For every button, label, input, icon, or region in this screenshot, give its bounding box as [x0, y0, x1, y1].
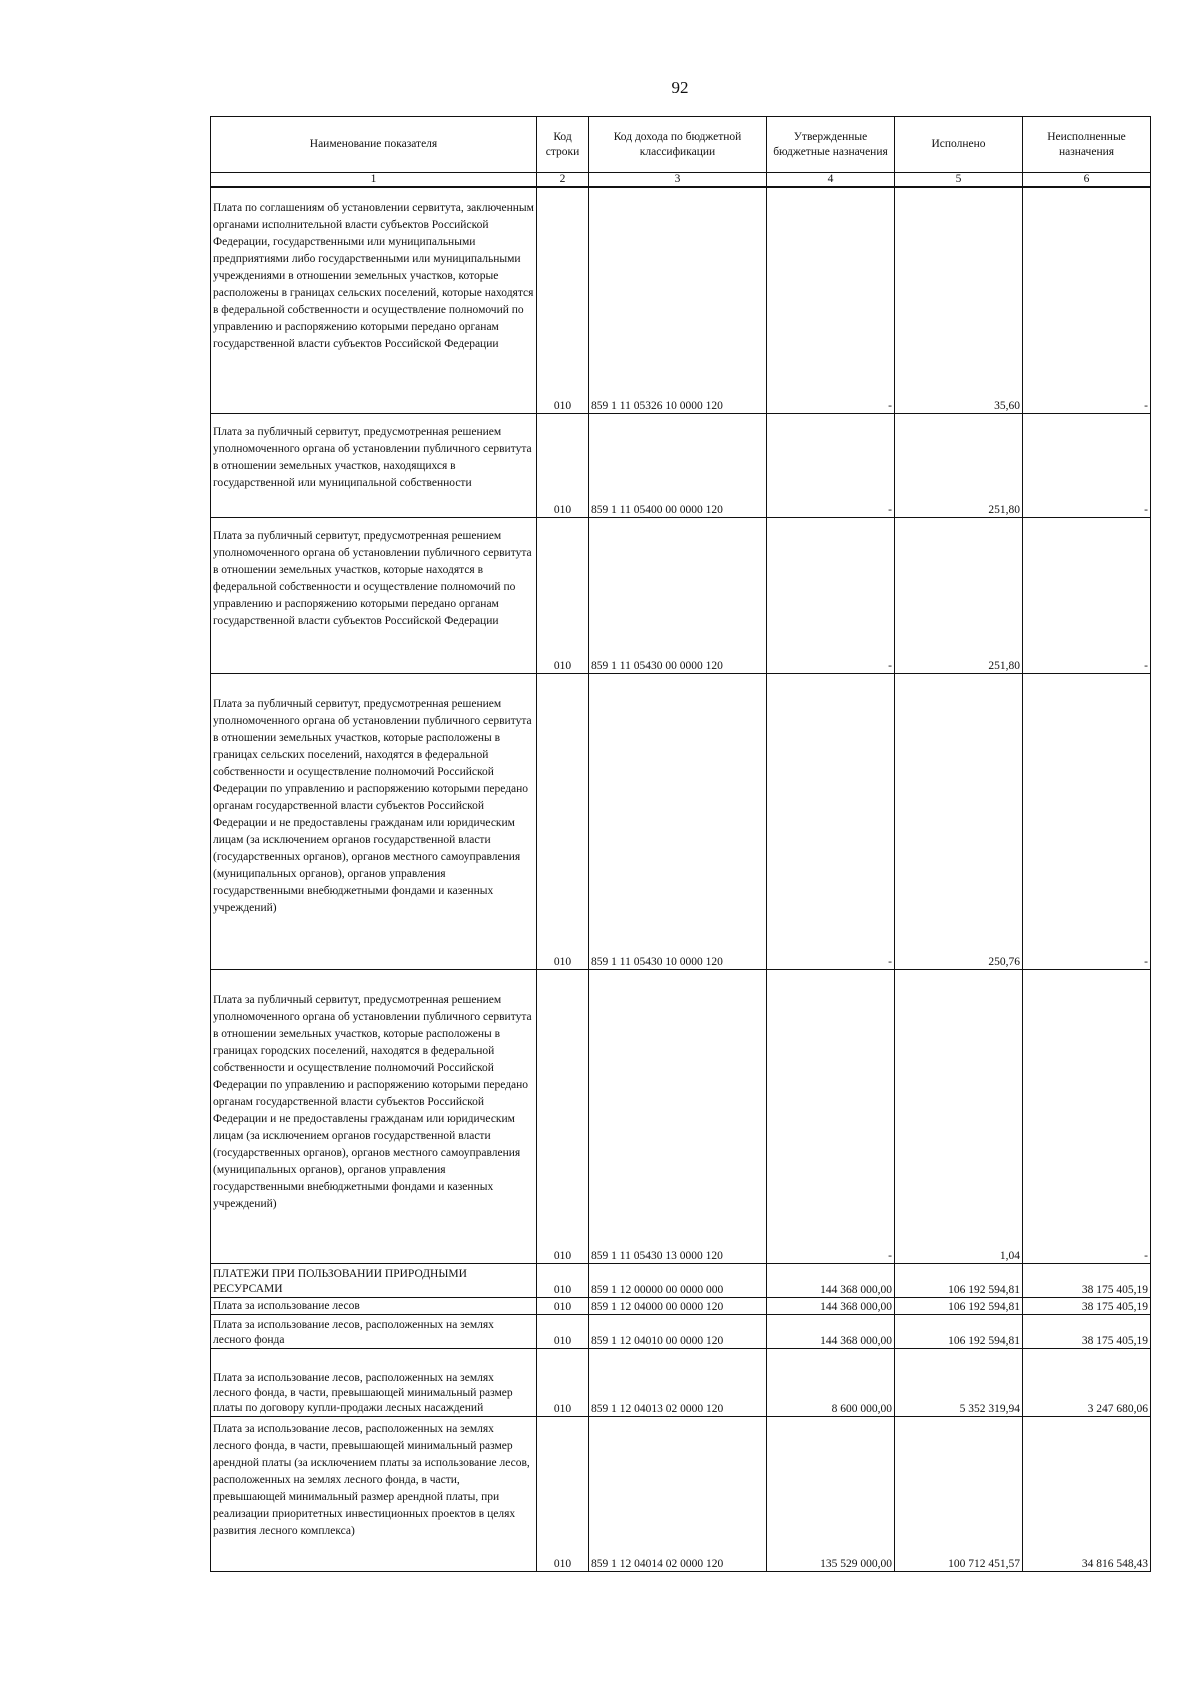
- row-line-code: 010: [537, 517, 589, 673]
- row-name: Плата за публичный сервитут, предусмотренная решением уполномоченного органа об установлении публичного сервитута в отношении земельных участков, которые расположены в границах сельских поселений, находятся в федеральной собственности и осуществление полномочий Российской Федерации по управлению и распоряжению которыми передано органам государственной власти субъектов Российской Федерации и не предоставлены гражданам или юридическим лицам (за исключением органов государственной власти (государственных органов), органов местного самоуправления (муниципальных органов), органов управления государственными внебюджетными фондами и казенных учреждений): [211, 673, 537, 969]
- row-approved: -: [767, 969, 895, 1263]
- row-approved: -: [767, 413, 895, 517]
- row-unexecuted: 38 175 405,19: [1023, 1263, 1151, 1297]
- row-unexecuted: 3 247 680,06: [1023, 1348, 1151, 1416]
- row-name: Плата за публичный сервитут, предусмотренная решением уполномоченного органа об установлении публичного сервитута в отношении земельных участков, которые расположены в границах городских поселений, находятся в федеральной собственности и осуществление полномочий Российской Федерации по управлению и распоряжению которыми передано органам государственной власти субъектов Российской Федерации и не предоставлены гражданам или юридическим лицам (за исключением органов государственной власти (государственных органов), органов местного самоуправления (муниципальных органов), органов управления государственными внебюджетными фондами и казенных учреждений): [211, 969, 537, 1263]
- row-name: Плата за использование лесов, расположенных на землях лесного фонда, в части, превышающей минимальный размер арендной платы (за исключением платы за использование лесов, расположенных на землях лесного фонда, в части, превышающей минимальный размер арендной платы, при реализации приоритетных инвестиционных проектов в целях развития лесного комплекса): [211, 1416, 537, 1571]
- row-income-code: 859 1 11 05400 00 0000 120: [589, 413, 767, 517]
- column-number: 6: [1023, 173, 1151, 188]
- row-approved: 8 600 000,00: [767, 1348, 895, 1416]
- row-line-code: 010: [537, 1297, 589, 1314]
- row-income-code: 859 1 12 04010 00 0000 120: [589, 1314, 767, 1348]
- row-unexecuted: -: [1023, 673, 1151, 969]
- row-unexecuted: 38 175 405,19: [1023, 1314, 1151, 1348]
- row-approved: -: [767, 517, 895, 673]
- row-name: Плата по соглашениям об установлении сервитута, заключенным органами исполнительной власти субъектов Российской Федерации, государственными или муниципальными предприятиями либо государственными или муниципальными учреждениями в отношении земельных участков, которые расположены в границах сельских поселений, которые находятся в федеральной собственности и осуществление полномочий по управлению и распоряжению которыми передано органам государственной власти субъектов Российской Федерации: [211, 187, 537, 413]
- page-number: 92: [671, 78, 689, 97]
- row-line-code: 010: [537, 969, 589, 1263]
- header-approved: Утвержденные бюджетные назначения: [767, 117, 895, 173]
- row-income-code: 859 1 11 05326 10 0000 120: [589, 187, 767, 413]
- row-line-code: 010: [537, 1263, 589, 1297]
- row-executed: 1,04: [895, 969, 1023, 1263]
- row-line-code: 010: [537, 187, 589, 413]
- column-number: 4: [767, 173, 895, 188]
- row-unexecuted: 38 175 405,19: [1023, 1297, 1151, 1314]
- column-number-row: [211, 173, 1151, 188]
- row-income-code: 859 1 12 00000 00 0000 000: [589, 1263, 767, 1297]
- row-line-code: 010: [537, 673, 589, 969]
- row-income-code: 859 1 12 04013 02 0000 120: [589, 1348, 767, 1416]
- table-row: [211, 517, 1151, 673]
- row-name: Плата за публичный сервитут, предусмотренная решением уполномоченного органа об установлении публичного сервитута в отношении земельных участков, которые находятся в федеральной собственности и осуществление полномочий по управлению и распоряжению которыми передано органам государственной власти субъектов Российской Федерации: [211, 517, 537, 673]
- row-name: Плата за использование лесов, расположенных на землях лесного фонда, в части, превышающей минимальный размер платы по договору купли-продажи лесных насаждений: [211, 1348, 537, 1416]
- table-row: [211, 1348, 1151, 1416]
- column-number: 3: [589, 173, 767, 188]
- row-income-code: 859 1 12 04000 00 0000 120: [589, 1297, 767, 1314]
- row-unexecuted: -: [1023, 517, 1151, 673]
- table-row: [211, 187, 1151, 413]
- header-indicator-name: Наименование показателя: [211, 117, 537, 173]
- table-row: [211, 413, 1151, 517]
- row-approved: 144 368 000,00: [767, 1297, 895, 1314]
- header-unexecuted: Неисполненные назначения: [1023, 117, 1151, 173]
- row-line-code: 010: [537, 413, 589, 517]
- row-income-code: 859 1 11 05430 00 0000 120: [589, 517, 767, 673]
- row-executed: 106 192 594,81: [895, 1314, 1023, 1348]
- row-income-code: 859 1 11 05430 13 0000 120: [589, 969, 767, 1263]
- row-approved: 144 368 000,00: [767, 1263, 895, 1297]
- row-income-code: 859 1 11 05430 10 0000 120: [589, 673, 767, 969]
- table-row: [211, 673, 1151, 969]
- row-approved: 135 529 000,00: [767, 1416, 895, 1571]
- table-row: [211, 1263, 1151, 1297]
- row-income-code: 859 1 12 04014 02 0000 120: [589, 1416, 767, 1571]
- header-income-code: Код дохода по бюджетной классификации: [589, 117, 767, 173]
- column-number: 2: [537, 173, 589, 188]
- row-executed: 5 352 319,94: [895, 1348, 1023, 1416]
- row-line-code: 010: [537, 1348, 589, 1416]
- row-executed: 251,80: [895, 413, 1023, 517]
- column-number: 5: [895, 173, 1023, 188]
- row-executed: 106 192 594,81: [895, 1297, 1023, 1314]
- row-approved: 144 368 000,00: [767, 1314, 895, 1348]
- row-name: Плата за публичный сервитут, предусмотренная решением уполномоченного органа об установлении публичного сервитута в отношении земельных участков, находящихся в государственной или муниципальной собственности: [211, 413, 537, 517]
- row-executed: 106 192 594,81: [895, 1263, 1023, 1297]
- table-row: [211, 1416, 1151, 1571]
- row-unexecuted: -: [1023, 413, 1151, 517]
- table-row: [211, 1297, 1151, 1314]
- row-approved: -: [767, 187, 895, 413]
- row-name: Плата за использование лесов, расположенных на землях лесного фонда: [211, 1314, 537, 1348]
- table-header-row: [211, 117, 1151, 173]
- row-name: ПЛАТЕЖИ ПРИ ПОЛЬЗОВАНИИ ПРИРОДНЫМИ РЕСУРСАМИ: [211, 1263, 537, 1297]
- column-number: 1: [211, 173, 537, 188]
- row-executed: 100 712 451,57: [895, 1416, 1023, 1571]
- header-line-code: Код строки: [537, 117, 589, 173]
- header-executed: Исполнено: [895, 117, 1023, 173]
- row-approved: -: [767, 673, 895, 969]
- row-executed: 251,80: [895, 517, 1023, 673]
- budget-execution-table: [210, 116, 1151, 1572]
- table-row: [211, 969, 1151, 1263]
- row-unexecuted: -: [1023, 187, 1151, 413]
- row-executed: 250,76: [895, 673, 1023, 969]
- row-name: Плата за использование лесов: [211, 1297, 537, 1314]
- row-line-code: 010: [537, 1314, 589, 1348]
- row-line-code: 010: [537, 1416, 589, 1571]
- row-unexecuted: -: [1023, 969, 1151, 1263]
- row-executed: 35,60: [895, 187, 1023, 413]
- row-unexecuted: 34 816 548,43: [1023, 1416, 1151, 1571]
- table-row: [211, 1314, 1151, 1348]
